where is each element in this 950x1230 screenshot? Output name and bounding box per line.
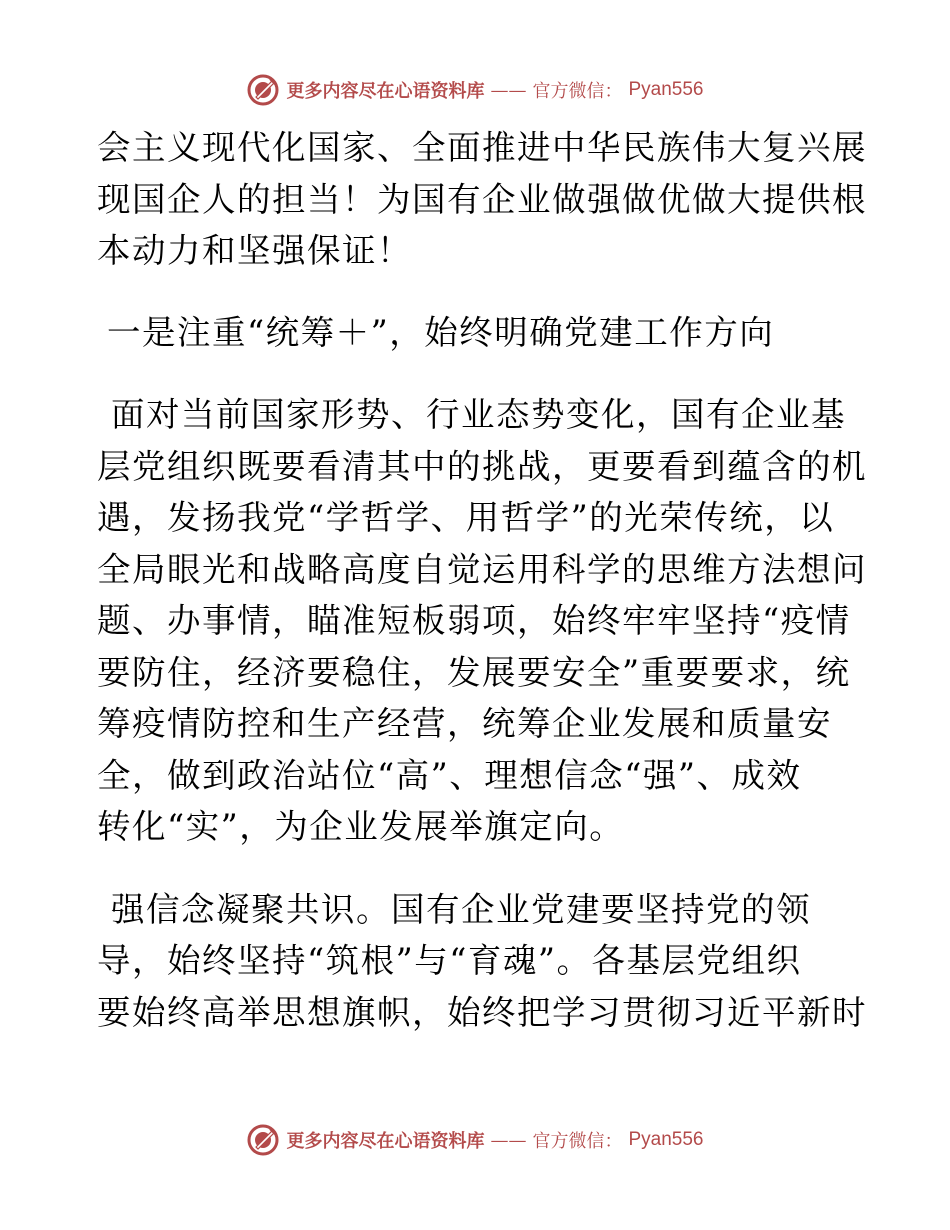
paragraph-line: 转化“实”，为企业发展举旗定向。 — [97, 807, 625, 846]
footer-wechat-label: 官方微信： — [532, 1131, 623, 1152]
intro-line: 本动力和坚强保证！ — [97, 231, 412, 270]
paragraph-line: 题、办事情，瞄准短板弱项，始终牢牢坚持“疫情 — [97, 601, 851, 640]
header-wechat-label: 官方微信： — [532, 81, 623, 102]
paragraph-line: 强信念凝聚共识。国有企业党建要坚持党的领 — [111, 889, 811, 929]
intro-line: 会主义现代化国家、全面推进中华民族伟大复兴展 — [97, 128, 867, 167]
footer-banner — [0, 1120, 950, 1160]
brand-logo-icon — [246, 1123, 280, 1157]
paragraph-line: 导，始终坚持“筑根”与“育魂”。各基层党组织 — [97, 941, 802, 980]
intro-line: 现国企人的担当！为国有企业做强做优做大提供根 — [97, 179, 867, 219]
footer-dash: —— — [490, 1129, 527, 1151]
body-paragraph-2 — [97, 884, 867, 1039]
header-wechat-id: Pyan556 — [628, 79, 704, 100]
intro-paragraph — [97, 122, 867, 277]
paragraph-line: 要防住，经济要稳住，发展要安全”重要要求，统 — [97, 652, 851, 692]
paragraph-line: 面对当前国家形势、行业态势变化，国有企业基 — [111, 395, 846, 434]
paragraph-line: 全局眼光和战略高度自觉运用科学的思维方法想问 — [97, 549, 867, 589]
document-body — [97, 122, 867, 1069]
footer-wechat-id: Pyan556 — [628, 1129, 704, 1150]
header-banner — [0, 70, 950, 110]
paragraph-line: 层党组织既要看清其中的挑战，更要看到蕴含的机 — [97, 446, 867, 486]
footer-brand-text: 更多内容尽在心语资料库 — [286, 1131, 485, 1152]
paragraph-line: 筹疫情防控和生产经营，统筹企业发展和质量安 — [97, 704, 832, 743]
header-dash: —— — [490, 79, 527, 101]
body-paragraph-1 — [97, 389, 867, 853]
paragraph-line: 要始终高举思想旗帜，始终把学习贯彻习近平新时 — [97, 992, 867, 1032]
brand-logo-icon — [246, 73, 280, 107]
header-brand-text: 更多内容尽在心语资料库 — [286, 81, 485, 102]
paragraph-line: 遇，发扬我党“学哲学、用哲学”的光荣传统，以 — [97, 498, 835, 537]
section-heading: 一是注重“统筹＋”，始终明确党建工作方向 — [107, 312, 775, 352]
paragraph-line: 全，做到政治站位“高”、理想信念“强”、成效 — [97, 755, 802, 795]
